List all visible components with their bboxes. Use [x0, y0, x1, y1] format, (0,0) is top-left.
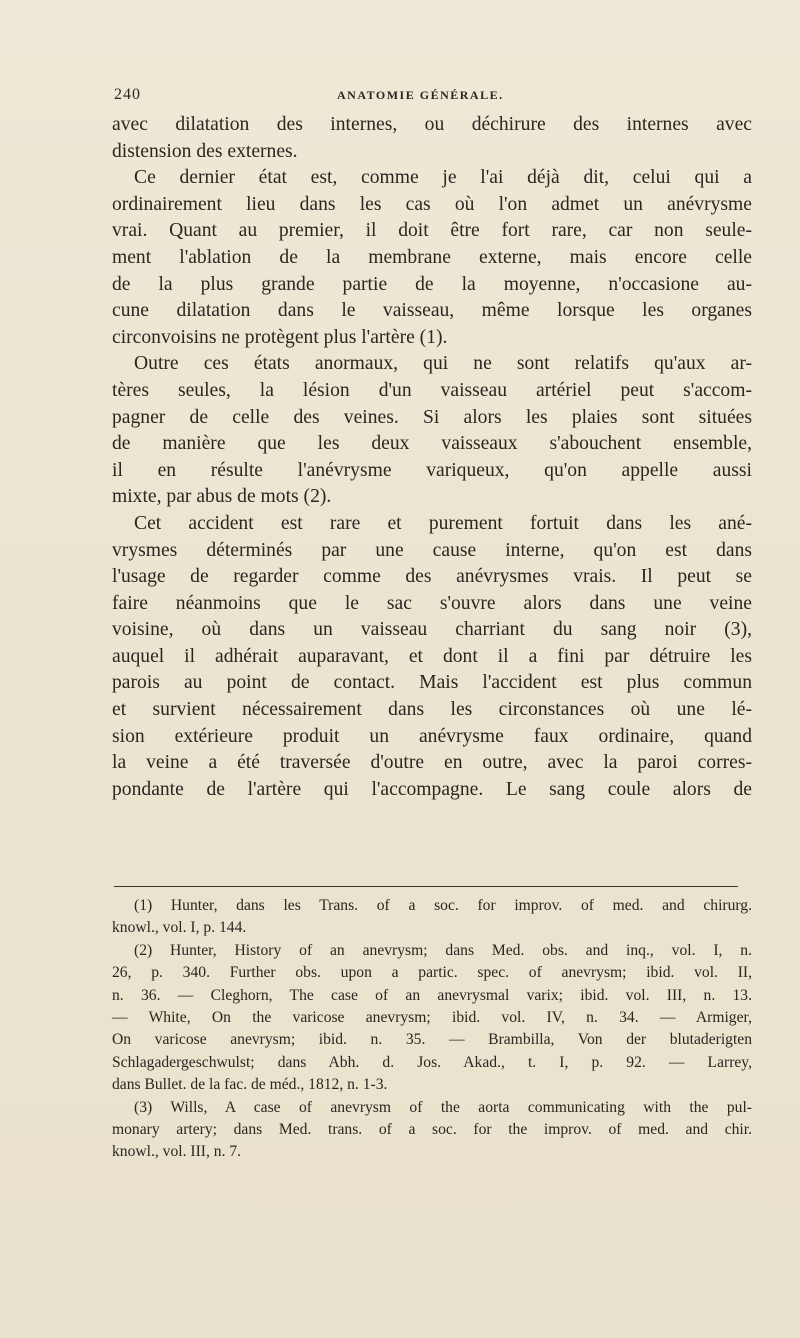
text-line: faire néanmoins que le sac s'ouvre alors dans une veine	[112, 592, 752, 614]
text-line: et survient nécessairement dans les circonstances où une lé-	[112, 699, 752, 721]
footnote-line: knowl., vol. I, p. 144.	[112, 919, 247, 937]
text-line: ment l'ablation de la membrane externe, mais encore celle	[112, 246, 752, 268]
main-text	[112, 112, 752, 803]
footnote-line: On varicose anevrysm; ibid. n. 35. — Brambilla, Von der blutaderigten	[112, 1031, 752, 1049]
page-header	[112, 86, 752, 106]
footnote-line: (3) Wills, A case of anevrysm of the aorta communicating with the pul-	[134, 1098, 752, 1116]
text-line: cune dilatation dans le vaisseau, même lorsque les organes	[112, 300, 752, 322]
footnote-divider	[114, 886, 738, 887]
text-line: avec dilatation des internes, ou déchirure des internes avec	[112, 114, 752, 135]
footnote-line: n. 36. — Cleghorn, The case of an anevrysmal varix; ibid. vol. III, n. 13.	[112, 986, 752, 1004]
text-line: mixte, par abus de mots (2).	[112, 486, 332, 508]
text-line: l'usage de regarder comme des anévrysmes vrais. Il peut se	[112, 566, 752, 588]
text-line: vrysmes déterminés par une cause interne, qu'on est dans	[112, 539, 752, 561]
text-line: la veine a été traversée d'outre en outre, avec la paroi corres-	[112, 752, 752, 774]
text-line: ordinairement lieu dans les cas où l'on admet un anévrysme	[112, 193, 752, 215]
text-line: parois au point de contact. Mais l'accident est plus commun	[112, 672, 752, 694]
text-line: distension des externes.	[112, 140, 298, 162]
text-line: tères seules, la lésion d'un vaisseau artériel peut s'accom-	[112, 379, 752, 401]
footnote-line: Schlagadergeschwulst; dans Abh. d. Jos. Akad., t. I, p. 92. — Larrey,	[112, 1053, 752, 1071]
text-line: auquel il adhérait auparavant, et dont il a fini par détruire les	[112, 645, 752, 667]
text-line: voisine, où dans un vaisseau charriant du sang noir (3),	[112, 619, 752, 641]
footnotes	[112, 895, 752, 1164]
footnote-line: — White, On the varicose anevrysm; ibid. vol. IV, n. 34. — Armiger,	[112, 1008, 752, 1026]
text-line: Ce dernier état est, comme je l'ai déjà dit, celui qui a	[134, 167, 752, 189]
footnote-line: (2) Hunter, History of an anevrysm; dans Med. obs. and inq., vol. I, n.	[134, 941, 752, 959]
text-line: de manière que les deux vaisseaux s'abouchent ensemble,	[112, 433, 752, 455]
footnote-line: 26, p. 340. Further obs. upon a partic. spec. of anevrysm; ibid. vol. II,	[112, 964, 752, 982]
text-line: vrai. Quant au premier, il doit être fort rare, car non seule-	[112, 220, 752, 242]
text-line: Cet accident est rare et purement fortuit dans les ané-	[134, 512, 752, 534]
text-line: Outre ces états anormaux, qui ne sont relatifs qu'aux ar-	[134, 353, 752, 375]
footnote-line: dans Bullet. de la fac. de méd., 1812, n. 1-3.	[112, 1076, 388, 1094]
text-line: pagner de celle des veines. Si alors les plaies sont situées	[112, 406, 752, 428]
text-line: pondante de l'artère qui l'accompagne. Le sang coule alors de	[112, 778, 752, 800]
footnote-line: (1) Hunter, dans les Trans. of a soc. for improv. of med. and chirurg.	[134, 897, 752, 914]
footnote-line: monary artery; dans Med. trans. of a soc. for the improv. of med. and chir.	[112, 1120, 752, 1138]
footnote-line: knowl., vol. III, n. 7.	[112, 1143, 242, 1161]
page-number: 240	[114, 86, 141, 103]
text-line: circonvoisins ne protègent plus l'artère (1).	[112, 326, 448, 348]
text-line: de la plus grande partie de la moyenne, n'occasione au-	[112, 273, 752, 295]
running-title: ANATOMIE GÉNÉRALE.	[337, 88, 504, 102]
text-line: il en résulte l'anévrysme variqueux, qu'on appelle aussi	[112, 459, 752, 481]
text-line: sion extérieure produit un anévrysme faux ordinaire, quand	[112, 725, 752, 747]
